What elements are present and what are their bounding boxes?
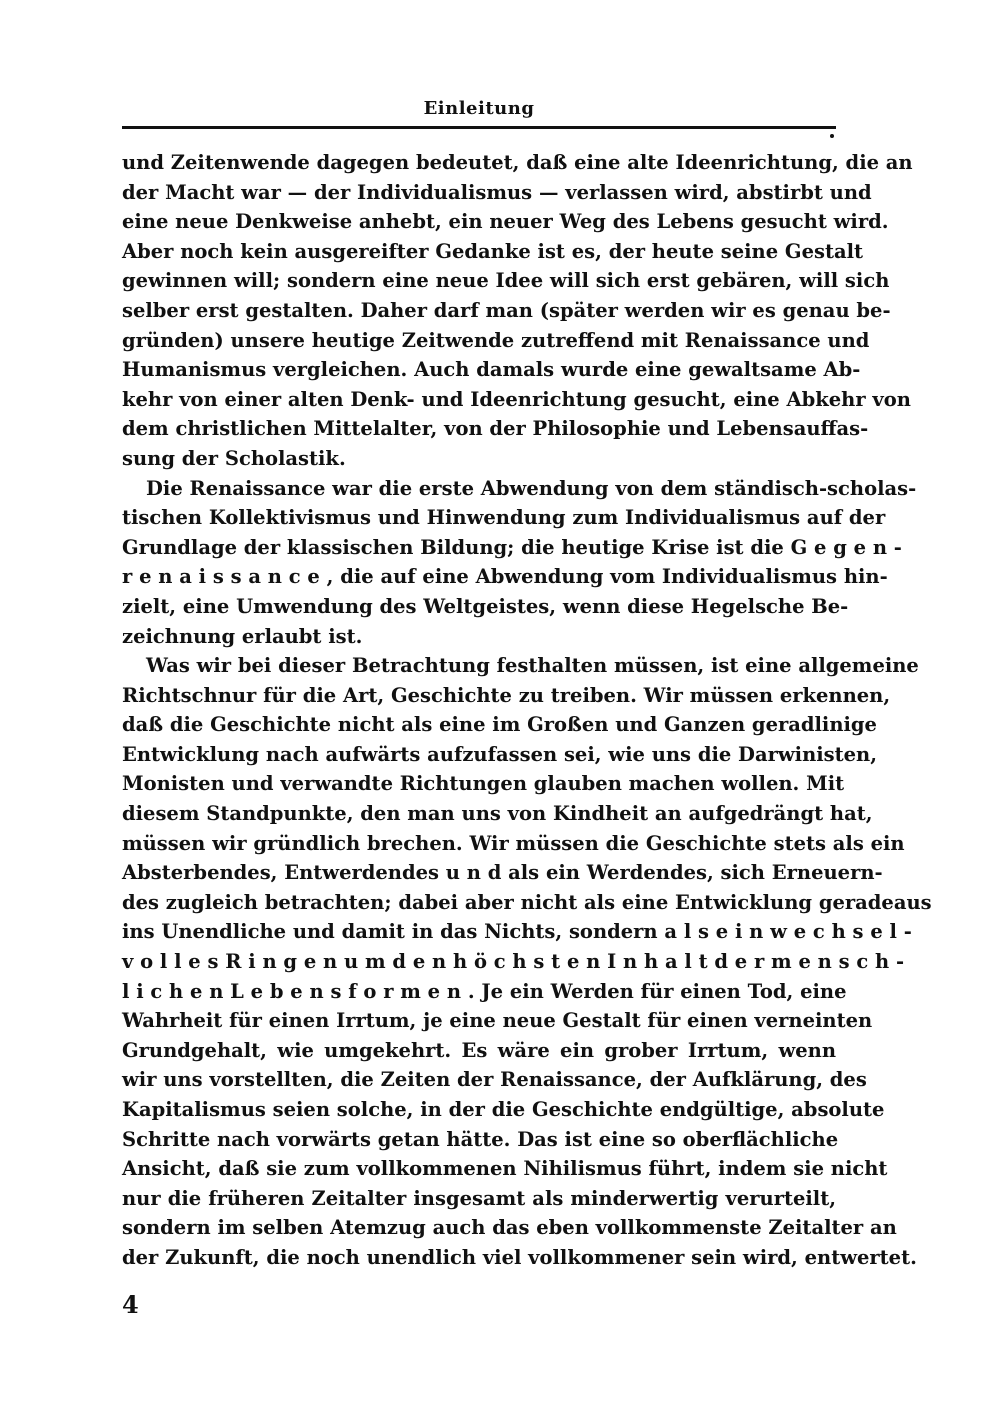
text-line: Grundlage der klassischen Bildung; die heutige Krise ist die G e g e n -	[122, 535, 902, 559]
text-line: r e n a i s s a n c e , die auf eine Abwendung vom Individualismus hin-	[122, 565, 888, 589]
text-line: eine neue Denkweise anhebt, ein neuer Weg des Lebens gesucht wird.	[122, 210, 889, 234]
text-line: nur die früheren Zeitalter insgesamt als minderwertig verurteilt,	[122, 1186, 836, 1210]
text-line: Grundgehalt, wie umgekehrt. Es wäre ein grober Irrtum, wenn	[122, 1038, 836, 1062]
text-line: müssen wir gründlich brechen. Wir müssen die Geschichte stets als ein	[122, 831, 905, 855]
text-line: Richtschnur für die Art, Geschichte zu treiben. Wir müssen erkennen,	[122, 683, 891, 707]
text-line: der Macht war — der Individualismus — verlassen wird, abstirbt und	[122, 180, 872, 204]
text-line: Kapitalismus seien solche, in der die Geschichte endgültige, absolute	[122, 1098, 885, 1121]
text-line: Aber noch kein ausgereifter Gedanke ist es, der heute seine Gestalt	[122, 239, 864, 263]
text-line: gewinnen will; sondern eine neue Idee will sich erst gebären, will sich	[122, 269, 890, 293]
text-line: diesem Standpunkte, den man uns von Kindheit an aufgedrängt hat,	[122, 802, 873, 826]
body-text	[122, 148, 932, 1273]
text-line: gründen) unsere heutige Zeitwende zutreffend mit Renaissance und	[122, 328, 870, 352]
text-line: wir uns vorstellten, die Zeiten der Renaissance, der Aufklärung, des	[122, 1068, 867, 1092]
text-line: Absterbendes, Entwerdendes u n d als ein Werdendes, sich Erneuern-	[122, 861, 883, 885]
text-line: tischen Kollektivismus und Hinwendung zum Individualismus auf der	[122, 506, 886, 530]
text-line: Entwicklung nach aufwärts aufzufassen sei, wie uns die Darwinisten,	[122, 742, 878, 766]
running-header: Einleitung	[423, 98, 535, 119]
text-line: ins Unendliche und damit in das Nichts, sondern a l s e i n w e c h s e l -	[122, 920, 912, 944]
text-line: Ansicht, daß sie zum vollkommenen Nihilismus führt, indem sie nicht	[122, 1157, 888, 1181]
text-line: Humanismus vergleichen. Auch damals wurde eine gewaltsame Ab-	[122, 358, 861, 382]
text-line: und Zeitenwende dagegen bedeutet, daß eine alte Ideenrichtung, die an	[122, 151, 913, 174]
text-line: selber erst gestalten. Daher darf man (später werden wir es genau be-	[122, 298, 891, 322]
text-line: kehr von einer alten Denk- und Ideenrichtung gesucht, eine Abkehr von	[122, 387, 911, 411]
text-line: zielt, eine Umwendung des Weltgeistes, wenn diese Hegelsche Be-	[122, 594, 849, 618]
text-line: zeichnung erlaubt ist.	[122, 624, 363, 648]
text-line: Wahrheit für einen Irrtum, je eine neue Gestalt für einen verneinten	[122, 1009, 873, 1033]
text-line: dem christlichen Mittelalter, von der Philosophie und Lebensauffas-	[122, 417, 869, 441]
text-line: Die Renaissance war die erste Abwendung von dem ständisch-scholas-	[146, 476, 917, 500]
ink-speck	[830, 134, 834, 138]
text-line: des zugleich betrachten; dabei aber nicht als eine Entwicklung geradeaus	[122, 890, 932, 914]
text-line: daß die Geschichte nicht als eine im Großen und Ganzen geradlinige	[122, 713, 877, 737]
text-line: v o l l e s R i n g e n u m d e n h ö c h s t e n I n h a l t d e r m e n s c h -	[122, 950, 905, 974]
text-line: der Zukunft, die noch unendlich viel vollkommener sein wird, entwertet.	[122, 1245, 917, 1269]
text-line: Monisten und verwandte Richtungen glauben machen wollen. Mit	[122, 772, 845, 796]
text-line: sung der Scholastik.	[122, 446, 346, 470]
page-number: 4	[122, 1290, 139, 1319]
text-line: Schritte nach vorwärts getan hätte. Das ist eine so oberflächliche	[122, 1127, 839, 1151]
text-line: sondern im selben Atemzug auch das eben vollkommenste Zeitalter an	[122, 1216, 897, 1240]
header-rule	[122, 126, 836, 129]
text-line: Was wir bei dieser Betrachtung festhalten müssen, ist eine allgemeine	[146, 654, 919, 678]
text-line: l i c h e n L e b e n s f o r m e n . Je ein Werden für einen Tod, eine	[122, 979, 847, 1003]
